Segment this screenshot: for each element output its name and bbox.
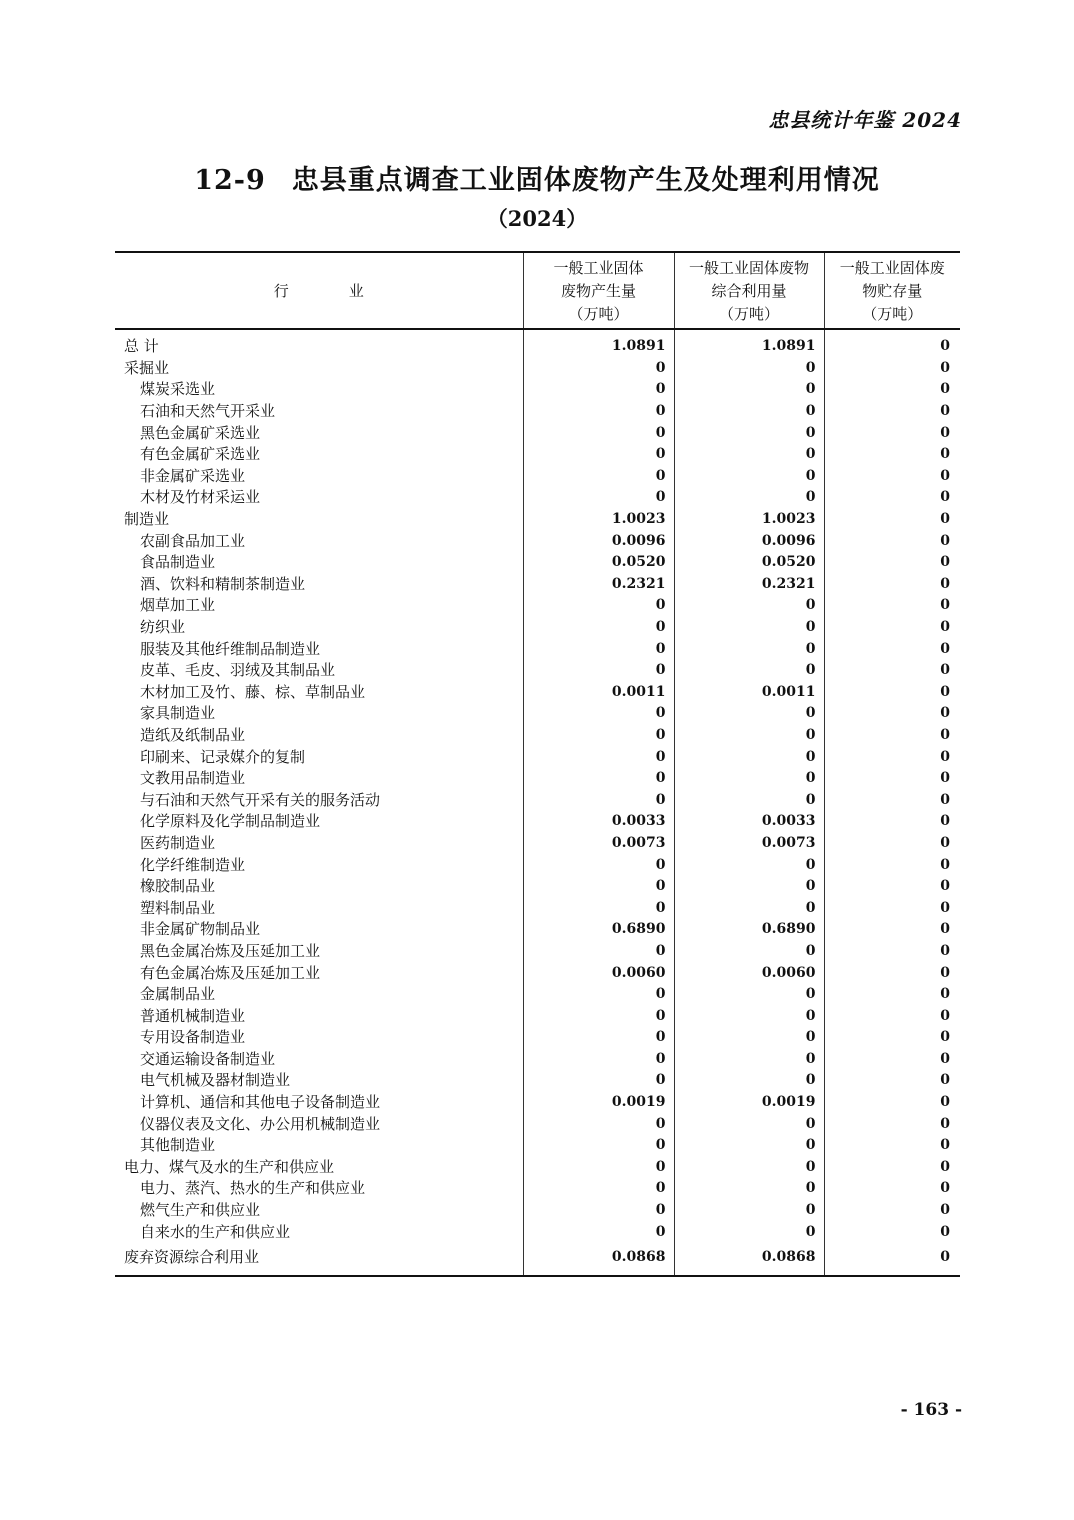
utilized-value: 0 <box>674 941 824 963</box>
table-row <box>115 682 960 704</box>
table-row <box>115 509 960 531</box>
table-row <box>115 444 960 466</box>
generated-value: 0.0060 <box>523 962 674 984</box>
industry-name: 黑色金属冶炼及压延加工业 <box>140 941 321 960</box>
generated-value: 0 <box>523 768 674 790</box>
stored-value: 0 <box>824 1178 960 1200</box>
generated-value: 0.2321 <box>523 574 674 596</box>
utilized-value: 0.0073 <box>674 833 824 855</box>
table-row <box>115 1221 960 1243</box>
stored-value: 0 <box>824 703 960 725</box>
stored-value: 0 <box>824 919 960 941</box>
generated-value: 0 <box>523 401 674 423</box>
table-row <box>115 897 960 919</box>
generated-value: 0 <box>523 422 674 444</box>
table-row <box>115 638 960 660</box>
table-body <box>115 329 960 1276</box>
stored-value: 0 <box>824 1221 960 1243</box>
utilized-value: 0 <box>674 703 824 725</box>
utilized-value: 0 <box>674 466 824 488</box>
industry-name: 有色金属矿采选业 <box>140 445 261 464</box>
industry-name: 制造业 <box>124 510 170 529</box>
generated-value: 0 <box>523 1005 674 1027</box>
stored-value: 0 <box>824 876 960 898</box>
utilized-value: 0 <box>674 854 824 876</box>
utilized-value: 0 <box>674 638 824 660</box>
utilized-value: 0.0011 <box>674 682 824 704</box>
header-stored-unit: （万吨） <box>862 305 923 323</box>
header-utilized <box>674 252 824 329</box>
generated-value: 0 <box>523 1200 674 1222</box>
stored-value: 0 <box>824 401 960 423</box>
industry-name: 印刷来、记录媒介的复制 <box>140 747 306 766</box>
industry-name: 自来水的生产和供应业 <box>140 1222 291 1241</box>
generated-value: 0 <box>523 617 674 639</box>
table-row <box>115 833 960 855</box>
generated-value: 0.0096 <box>523 530 674 552</box>
utilized-value: 0 <box>674 789 824 811</box>
industry-name: 医药制造业 <box>140 833 216 852</box>
header-utilized-line2: 综合利用量 <box>711 282 787 300</box>
utilized-value: 0 <box>674 1070 824 1092</box>
industry-name: 家具制造业 <box>140 704 216 723</box>
generated-value: 0 <box>523 789 674 811</box>
header-generated-unit: （万吨） <box>568 305 629 323</box>
industry-name: 农副食品加工业 <box>140 531 246 550</box>
generated-value: 1.0023 <box>523 509 674 531</box>
industry-name: 烟草加工业 <box>140 596 216 615</box>
generated-value: 0 <box>523 1027 674 1049</box>
industry-name: 石油和天然气开采业 <box>140 402 276 421</box>
generated-value: 0 <box>523 725 674 747</box>
generated-value: 0.0011 <box>523 682 674 704</box>
header-utilized-unit: （万吨） <box>718 305 779 323</box>
industry-name: 采掘业 <box>124 358 170 377</box>
table-row <box>115 1113 960 1135</box>
table-row <box>115 422 960 444</box>
table-row <box>115 725 960 747</box>
utilized-value: 0 <box>674 984 824 1006</box>
generated-value: 0 <box>523 358 674 380</box>
table-title <box>0 158 1074 197</box>
industry-name: 酒、饮料和精制茶制造业 <box>140 574 306 593</box>
header-generated <box>523 252 674 329</box>
generated-value: 0 <box>523 1135 674 1157</box>
utilized-value: 0 <box>674 401 824 423</box>
table-header-row <box>115 252 960 329</box>
stored-value: 0 <box>824 1113 960 1135</box>
table-row <box>115 746 960 768</box>
utilized-value: 0.0520 <box>674 552 824 574</box>
table-row <box>115 1135 960 1157</box>
utilized-value: 0 <box>674 660 824 682</box>
stored-value: 0 <box>824 1200 960 1222</box>
generated-value: 0.0868 <box>523 1243 674 1276</box>
stored-value: 0 <box>824 422 960 444</box>
table-row <box>115 574 960 596</box>
generated-value: 0 <box>523 854 674 876</box>
table-row <box>115 1092 960 1114</box>
utilized-value: 0 <box>674 487 824 509</box>
generated-value: 1.0891 <box>523 329 674 358</box>
industry-name: 专用设备制造业 <box>140 1028 246 1047</box>
industry-name: 化学纤维制造业 <box>140 855 246 874</box>
utilized-value: 0.0060 <box>674 962 824 984</box>
header-stored-line1: 一般工业固体废 <box>839 259 945 277</box>
table-row <box>115 854 960 876</box>
industry-name: 仪器仪表及文化、办公用机械制造业 <box>140 1114 381 1133</box>
industry-name: 总 计 <box>124 337 159 356</box>
table-row <box>115 1243 960 1276</box>
table-row <box>115 1005 960 1027</box>
utilized-value: 0 <box>674 422 824 444</box>
table-row <box>115 876 960 898</box>
generated-value: 0 <box>523 379 674 401</box>
generated-value: 0 <box>523 595 674 617</box>
table-row <box>115 768 960 790</box>
utilized-value: 0 <box>674 1200 824 1222</box>
running-head: 忠县统计年鉴 2024 <box>768 108 962 132</box>
industry-name: 废弃资源综合利用业 <box>115 1243 523 1276</box>
industry-name: 食品制造业 <box>140 553 216 572</box>
utilized-value: 0.0868 <box>674 1243 824 1276</box>
stored-value: 0 <box>824 444 960 466</box>
stored-value: 0 <box>824 833 960 855</box>
stored-value: 0 <box>824 682 960 704</box>
stored-value: 0 <box>824 1092 960 1114</box>
stored-value: 0 <box>824 1135 960 1157</box>
generated-value: 0 <box>523 897 674 919</box>
page-number: - 163 - <box>900 1400 962 1420</box>
stored-value: 0 <box>824 1049 960 1071</box>
utilized-value: 0.2321 <box>674 574 824 596</box>
stored-value: 0 <box>824 358 960 380</box>
stored-value: 0 <box>824 509 960 531</box>
stored-value: 0 <box>824 617 960 639</box>
table-row <box>115 941 960 963</box>
industry-name: 黑色金属矿采选业 <box>140 423 261 442</box>
utilized-value: 0 <box>674 1178 824 1200</box>
industry-name: 交通运输设备制造业 <box>140 1049 276 1068</box>
stored-value: 0 <box>824 984 960 1006</box>
utilized-value: 0 <box>674 897 824 919</box>
table-row <box>115 919 960 941</box>
stored-value: 0 <box>824 466 960 488</box>
generated-value: 0 <box>523 1113 674 1135</box>
table-row <box>115 660 960 682</box>
utilized-value: 0.6890 <box>674 919 824 941</box>
generated-value: 0 <box>523 466 674 488</box>
generated-value: 0 <box>523 1178 674 1200</box>
generated-value: 0 <box>523 660 674 682</box>
industry-name: 与石油和天然气开采有关的服务活动 <box>140 790 381 809</box>
stored-value: 0 <box>824 660 960 682</box>
utilized-value: 0 <box>674 1157 824 1179</box>
table-row <box>115 1070 960 1092</box>
industry-name: 电气机械及器材制造业 <box>140 1071 291 1090</box>
stored-value: 0 <box>824 854 960 876</box>
utilized-value: 0 <box>674 444 824 466</box>
stored-value: 0 <box>824 329 960 358</box>
stored-value: 0 <box>824 530 960 552</box>
table-row <box>115 358 960 380</box>
table-row <box>115 1049 960 1071</box>
table-row <box>115 401 960 423</box>
industry-name: 橡胶制品业 <box>140 877 216 896</box>
utilized-value: 1.0023 <box>674 509 824 531</box>
table-row <box>115 1178 960 1200</box>
stored-value: 0 <box>824 811 960 833</box>
utilized-value: 0 <box>674 358 824 380</box>
industry-name: 其他制造业 <box>140 1136 216 1155</box>
table-row <box>115 329 960 358</box>
utilized-value: 0.0019 <box>674 1092 824 1114</box>
generated-value: 0 <box>523 1221 674 1243</box>
generated-value: 0 <box>523 876 674 898</box>
utilized-value: 0.0096 <box>674 530 824 552</box>
industry-name: 电力、煤气及水的生产和供应业 <box>124 1157 335 1176</box>
table-row <box>115 811 960 833</box>
industry-name: 计算机、通信和其他电子设备制造业 <box>140 1093 381 1112</box>
utilized-value: 0 <box>674 876 824 898</box>
table-row <box>115 703 960 725</box>
table-row <box>115 1027 960 1049</box>
table-number: 12-9 <box>194 165 266 196</box>
industry-name: 金属制品业 <box>140 985 216 1004</box>
stored-value: 0 <box>824 552 960 574</box>
table-row <box>115 1200 960 1222</box>
utilized-value: 0 <box>674 1005 824 1027</box>
table-row <box>115 617 960 639</box>
header-generated-line2: 废物产生量 <box>560 282 636 300</box>
utilized-value: 0 <box>674 1113 824 1135</box>
table-row <box>115 962 960 984</box>
stored-value: 0 <box>824 1027 960 1049</box>
stored-value: 0 <box>824 962 960 984</box>
data-table-container <box>115 251 960 1277</box>
generated-value: 0 <box>523 1157 674 1179</box>
table-title-text: 忠县重点调查工业固体废物产生及处理利用情况 <box>291 165 880 196</box>
utilized-value: 0.0033 <box>674 811 824 833</box>
industry-name: 电力、蒸汽、热水的生产和供应业 <box>140 1179 366 1198</box>
table-row <box>115 379 960 401</box>
stored-value: 0 <box>824 789 960 811</box>
table-row <box>115 789 960 811</box>
stored-value: 0 <box>824 1005 960 1027</box>
utilized-value: 0 <box>674 1221 824 1243</box>
utilized-value: 1.0891 <box>674 329 824 358</box>
generated-value: 0 <box>523 487 674 509</box>
table-year: （2024） <box>486 206 588 231</box>
generated-value: 0.0019 <box>523 1092 674 1114</box>
stored-value: 0 <box>824 1070 960 1092</box>
generated-value: 0 <box>523 941 674 963</box>
stored-value: 0 <box>824 746 960 768</box>
industry-name: 非金属矿采选业 <box>140 466 246 485</box>
industry-name: 皮革、毛皮、羽绒及其制品业 <box>140 661 336 680</box>
stored-value: 0 <box>824 379 960 401</box>
generated-value: 0 <box>523 703 674 725</box>
industry-name: 化学原料及化学制品制造业 <box>140 812 321 831</box>
utilized-value: 0 <box>674 617 824 639</box>
generated-value: 0 <box>523 638 674 660</box>
industry-name: 普通机械制造业 <box>140 1006 246 1025</box>
stored-value: 0 <box>824 1157 960 1179</box>
utilized-value: 0 <box>674 379 824 401</box>
stored-value: 0 <box>824 768 960 790</box>
table-row <box>115 595 960 617</box>
industry-name: 文教用品制造业 <box>140 769 246 788</box>
stored-value: 0 <box>824 1243 960 1276</box>
header-generated-line1: 一般工业固体 <box>553 259 644 277</box>
table-row <box>115 552 960 574</box>
utilized-value: 0 <box>674 1027 824 1049</box>
utilized-value: 0 <box>674 725 824 747</box>
stored-value: 0 <box>824 941 960 963</box>
table-row <box>115 487 960 509</box>
generated-value: 0.0033 <box>523 811 674 833</box>
generated-value: 0.0073 <box>523 833 674 855</box>
table-row <box>115 984 960 1006</box>
industry-name: 塑料制品业 <box>140 898 216 917</box>
industry-name: 有色金属冶炼及压延加工业 <box>140 963 321 982</box>
stored-value: 0 <box>824 574 960 596</box>
stored-value: 0 <box>824 638 960 660</box>
stored-value: 0 <box>824 725 960 747</box>
industry-name: 燃气生产和供应业 <box>140 1201 261 1220</box>
industry-name: 造纸及纸制品业 <box>140 725 246 744</box>
table-row <box>115 1157 960 1179</box>
stored-value: 0 <box>824 595 960 617</box>
industry-name: 木材及竹材采运业 <box>140 488 261 507</box>
data-table <box>115 251 960 1277</box>
header-stored-line2: 物贮存量 <box>862 282 923 300</box>
utilized-value: 0 <box>674 1049 824 1071</box>
stored-value: 0 <box>824 897 960 919</box>
stored-value: 0 <box>824 487 960 509</box>
industry-name: 煤炭采选业 <box>140 380 216 399</box>
generated-value: 0.6890 <box>523 919 674 941</box>
header-utilized-line1: 一般工业固体废物 <box>688 259 809 277</box>
header-industry: 行业 <box>115 252 523 329</box>
table-row <box>115 466 960 488</box>
industry-name: 纺织业 <box>140 618 186 637</box>
industry-name: 非金属矿物制品业 <box>140 920 261 939</box>
utilized-value: 0 <box>674 746 824 768</box>
industry-name: 服装及其他纤维制品制造业 <box>140 639 321 658</box>
generated-value: 0 <box>523 1070 674 1092</box>
header-stored <box>824 252 960 329</box>
utilized-value: 0 <box>674 1135 824 1157</box>
generated-value: 0 <box>523 444 674 466</box>
table-row <box>115 530 960 552</box>
utilized-value: 0 <box>674 595 824 617</box>
generated-value: 0 <box>523 1049 674 1071</box>
utilized-value: 0 <box>674 768 824 790</box>
industry-name: 木材加工及竹、藤、棕、草制品业 <box>140 682 366 701</box>
generated-value: 0 <box>523 746 674 768</box>
generated-value: 0.0520 <box>523 552 674 574</box>
generated-value: 0 <box>523 984 674 1006</box>
